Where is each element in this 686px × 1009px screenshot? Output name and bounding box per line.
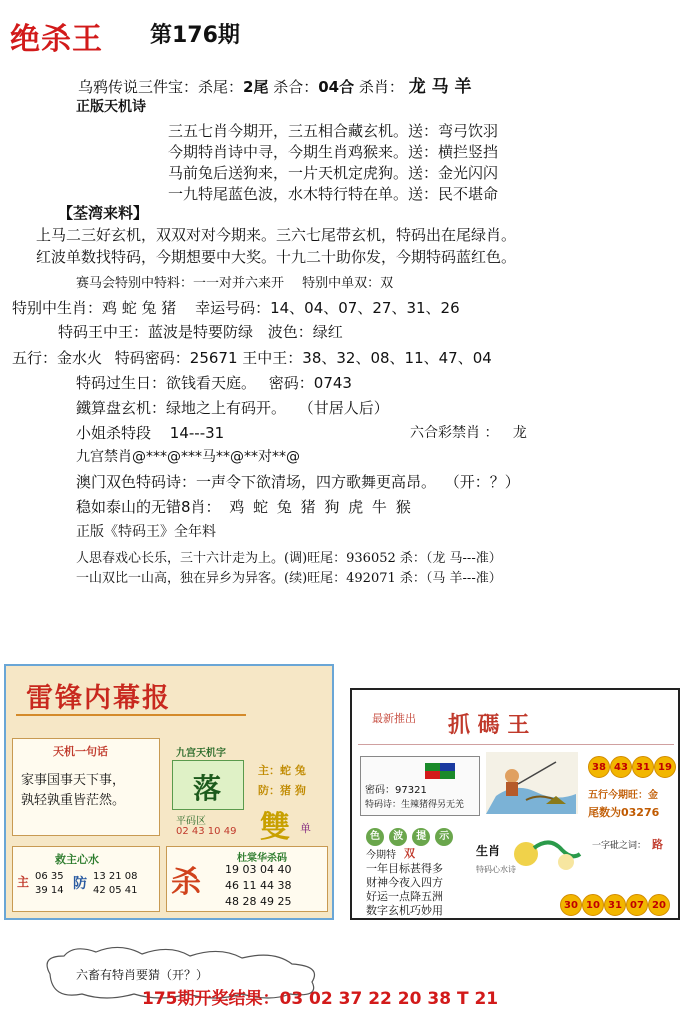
- kill-row: 46 11 44 38: [225, 879, 292, 892]
- item-value: 14---31: [169, 424, 225, 442]
- triad-zodiac: 龙 马 羊: [408, 77, 472, 97]
- kill-title: 杜棠华杀码: [237, 853, 287, 864]
- single-char: 单: [300, 822, 311, 835]
- main-label: 主：蛇 兔: [258, 764, 306, 777]
- zhu-nums: 06 35: [35, 871, 64, 882]
- flag-icon: [425, 763, 455, 779]
- poem-line: 马前兔后送狗来，一片天机定虎狗。送：金光闪闪: [168, 164, 499, 182]
- sheng-label: 生肖: [476, 844, 501, 858]
- small-label: 特码心水诗: [476, 865, 516, 874]
- item-row: [410, 422, 527, 442]
- poem-line: 一九特尾蓝色波，水木特行特在单。送：民不堪命: [168, 185, 499, 203]
- left-card: [4, 664, 334, 920]
- top-number: 19: [654, 756, 676, 778]
- tag: 波: [389, 828, 407, 846]
- big-char-box: [172, 760, 244, 810]
- item-label: 赛马会特别中特料：一一对并六来开: [76, 276, 285, 291]
- bottom-number: 07: [626, 894, 648, 916]
- triad-combo-label: 杀合：: [273, 78, 319, 96]
- item-label: 特码王中王：蓝波是特要防绿: [58, 323, 254, 341]
- right-card-kicker: 最新推出: [372, 712, 416, 725]
- item-label: 澳门双色特码诗：一声令下欲清场，四方歌舞更高昂。: [76, 473, 437, 491]
- special: 特码诗：生辣猪得另无羌: [365, 800, 465, 810]
- cloud-text: 六畜有特肖要猜（开？）: [76, 968, 209, 982]
- kill-box: [166, 846, 328, 912]
- item-value: 特别中单双：双: [302, 276, 394, 291]
- item-row: [76, 372, 352, 393]
- card-poem-line: 财神今夜入四方: [366, 876, 443, 889]
- item-row: [76, 272, 393, 291]
- item-row: [76, 496, 413, 517]
- fang-label: 防：猪 狗: [258, 784, 306, 797]
- big-char-label: 九宫天机字: [176, 748, 226, 759]
- issue-number: 第176期: [150, 23, 240, 48]
- side-value: 路: [652, 838, 663, 851]
- triad-zodiac-label: 杀肖：: [358, 78, 404, 96]
- poem-title: 正版天机诗: [76, 99, 146, 115]
- item-row: [76, 422, 224, 443]
- password: 密码：97321: [365, 785, 427, 796]
- heart-box: [12, 846, 160, 912]
- tag: 示: [435, 828, 453, 846]
- item-value: 波色：绿红: [267, 323, 343, 341]
- riddle-box: [12, 738, 160, 836]
- poem-line: 三五七肖今期开，三五相合藏玄机。送：弯弓饮羽: [168, 122, 499, 140]
- item-row: [12, 347, 492, 368]
- top-number: 31: [632, 756, 654, 778]
- triad-line: [78, 72, 472, 97]
- item-value: 龙: [512, 425, 527, 441]
- item-row: [76, 521, 216, 541]
- card-poem-line: 一年目标甚得多: [366, 862, 443, 875]
- zhu-nums: 39 14: [35, 885, 64, 896]
- side-text: 一字砒之词：: [592, 841, 647, 851]
- item-label: 正版《特码王》全年料: [76, 524, 216, 540]
- item-row: [76, 397, 389, 418]
- annual-line: 人思春戏心长乐，三十六计走为上。(调)旺尾：936052 杀：（龙 马---准）: [76, 551, 502, 566]
- item-row: [76, 446, 300, 466]
- fang-nums: 13 21 08: [93, 871, 138, 882]
- top-number: 38: [588, 756, 610, 778]
- item-label: 九宫禁肖@***@***马**@**对**@: [76, 449, 300, 465]
- quanwan-line: 上马二三好玄机，双双对对今期来。三六七尾带玄机，特码出在尾绿肖。: [36, 226, 517, 244]
- item-value: （甘居人后）: [298, 399, 389, 417]
- item-row: [58, 321, 343, 342]
- item-label: 稳如泰山的无错8肖：: [76, 498, 221, 516]
- right-card-rule: [358, 744, 674, 745]
- right-card-title: 抓 碼 王: [448, 712, 530, 738]
- kill-row: 19 03 04 40: [225, 863, 292, 876]
- item-label: 特别中生肖：鸡 蛇 兔 猪: [12, 299, 177, 317]
- dan: 双: [404, 847, 415, 860]
- code-label: 平码区: [176, 816, 206, 827]
- fisherman-illustration: [486, 752, 578, 814]
- heart-title: 救主心水: [55, 853, 99, 866]
- card-poem-line: 数字玄机巧妙用: [366, 904, 443, 917]
- item-value: 特码密码：25671 王中王：38、32、08、11、47、04: [114, 349, 492, 367]
- left-card-title-underline: [16, 714, 246, 716]
- codes: 02 43 10 49: [176, 826, 237, 837]
- top-number: 43: [610, 756, 632, 778]
- quanwan-line: 红波单数找特码，今期想要中大奖。十九二十助你发，今期特码蓝红色。: [36, 248, 517, 266]
- tail-row: 尾数为03276: [588, 806, 660, 819]
- page-logo-title: 绝杀王: [10, 22, 103, 57]
- triad-combo: 04合: [318, 78, 355, 96]
- bottom-number: 20: [648, 894, 670, 916]
- fang-icon: 防: [73, 876, 87, 892]
- tag-row: [366, 824, 453, 846]
- item-value: （开：？）: [444, 473, 520, 491]
- poem-line: 今期特肖诗中寻，今期生肖鸡猴来。送：横拦竖挡: [168, 143, 499, 161]
- section-title: 【荃湾来料】: [58, 204, 149, 222]
- item-row: [12, 297, 460, 318]
- riddle-title: 天机一句话: [53, 745, 108, 758]
- triad-tail: 2尾: [243, 78, 269, 96]
- left-card-title: 雷锋内幕报: [26, 683, 171, 714]
- tag: 色: [366, 828, 384, 846]
- bottom-number: 31: [604, 894, 626, 916]
- card-poem-line: 好运一点降五洲: [366, 890, 443, 903]
- zhu-icon: 主: [17, 875, 30, 889]
- double-char: 雙: [260, 810, 290, 845]
- item-label: 小姐杀特段: [76, 424, 152, 442]
- item-row: [76, 471, 520, 492]
- item-label: 特码过生日：欲钱看天庭。: [76, 374, 257, 392]
- tag: 提: [412, 828, 430, 846]
- draw-result: 175期开奖结果：03 02 37 22 20 38 T 21: [142, 989, 499, 1009]
- five-element-row: 五行今期旺：金: [588, 790, 658, 801]
- item-value: 密码：0743: [268, 374, 352, 392]
- item-label: 鐵算盘玄机：绿地之上有码开。: [76, 399, 287, 417]
- bottom-number: 10: [582, 894, 604, 916]
- bottom-number: 30: [560, 894, 582, 916]
- dan-label: 今期特: [366, 850, 396, 861]
- kill-char: 杀: [171, 865, 201, 900]
- riddle-line: 家事国事天下事，: [21, 773, 126, 788]
- fang-nums: 42 05 41: [93, 885, 138, 896]
- kill-row: 48 28 49 25: [225, 895, 292, 908]
- right-card: [350, 688, 680, 920]
- item-label: 六合彩禁肖 ：: [410, 425, 499, 441]
- triad-prefix: 乌鸦传说三件宝：杀尾：: [78, 78, 244, 96]
- dragon-illustration: [506, 830, 586, 878]
- annual-line: 一山双比一山高，独在异乡为异客。(续)旺尾：492071 杀：（马 羊---准）: [76, 571, 502, 586]
- item-value: 幸运号码：14、04、07、27、31、26: [195, 299, 460, 317]
- riddle-line: 孰轻孰重皆茫然。: [21, 793, 126, 808]
- password-box: [360, 756, 480, 816]
- item-label: 五行：金水火: [12, 349, 103, 367]
- big-char: 落: [193, 772, 222, 805]
- item-value: 鸡 蛇 兔 猪 狗 虎 牛 猴: [229, 498, 413, 516]
